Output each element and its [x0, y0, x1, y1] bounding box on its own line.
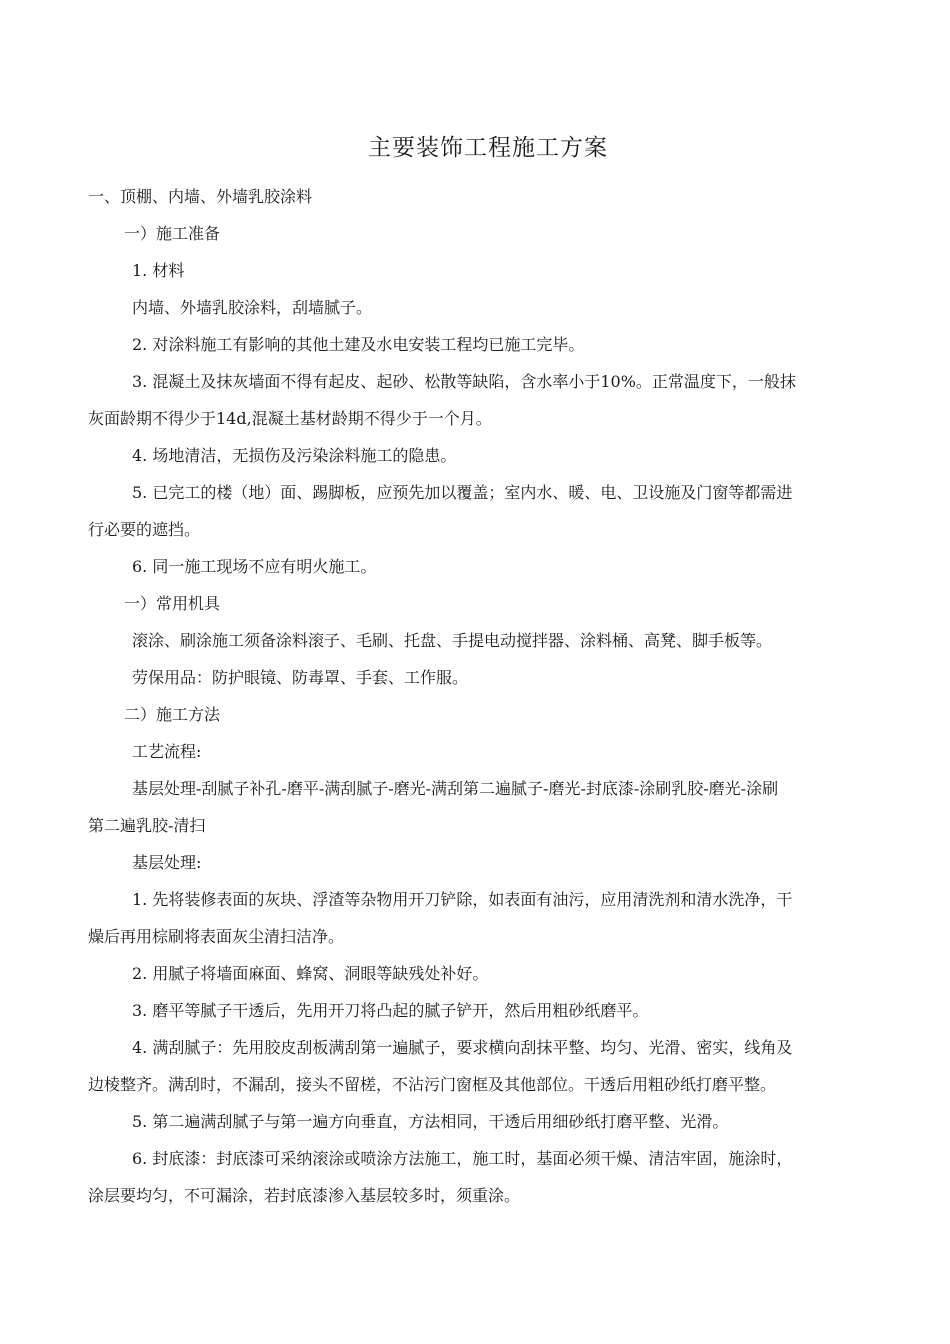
line: 第二遍乳胶-清扫 — [88, 816, 206, 835]
paragraph: 劳保用品：防护眼镜、防毒罩、手套、工作服。 — [132, 668, 469, 687]
subsection-heading: 一）施工准备 — [124, 224, 221, 243]
subsection-heading: 一）常用机具 — [124, 594, 221, 613]
line: 基层处理-刮腻子补孔-磨平-满刮腻子-磨光-满刮第二遍腻子-磨光-封底漆-涂刷乳胶-磨光-涂刷 — [132, 779, 779, 798]
document-page — [88, 128, 888, 1214]
paragraph: 滚涂、刷涂施工须备涂料滚子、毛刷、托盘、手提电动搅拌器、涂料桶、高凳、脚手板等。 — [132, 631, 773, 650]
paragraph-label: 基层处理: — [132, 853, 202, 872]
process-flow — [88, 770, 888, 844]
list-item: 4. 场地清洁，无损伤及污染涂料施工的隐患。 — [132, 446, 457, 465]
list-item: 5. 第二遍满刮腻子与第一遍方向垂直，方法相同，干透后用细砂纸打磨平整、光滑。 — [132, 1112, 729, 1131]
subsection-heading: 二）施工方法 — [124, 705, 221, 724]
line: 1. 先将装修表面的灰块、浮渣等杂物用开刀铲除，如表面有油污，应用清洗剂和清水洗净，干 — [132, 890, 793, 909]
list-item — [88, 1140, 888, 1214]
list-item — [88, 881, 888, 955]
line: 涂层要均匀，不可漏涂，若封底漆渗入基层较多时，须重涂。 — [88, 1186, 521, 1205]
list-item: 6. 同一施工现场不应有明火施工。 — [132, 557, 377, 576]
line: 灰面龄期不得少于14d,混凝土基材龄期不得少于一个月。 — [88, 409, 492, 428]
section-heading: 一、顶棚、内墙、外墙乳胶涂料 — [88, 187, 313, 206]
paragraph: 内墙、外墙乳胶涂料，刮墙腻子。 — [132, 298, 373, 317]
list-item: 1. 材料 — [132, 261, 185, 280]
line: 燥后再用棕刷将表面灰尘清扫洁净。 — [88, 927, 345, 946]
list-item: 2. 对涂料施工有影响的其他土建及水电安装工程均已施工完毕。 — [132, 335, 585, 354]
document-title: 主要装饰工程施工方案 — [368, 135, 608, 161]
line: 4. 满刮腻子：先用胶皮刮板满刮第一遍腻子，要求横向刮抹平整、均匀、光滑、密实，线角及 — [132, 1038, 793, 1057]
list-item: 3. 磨平等腻子干透后，先用开刀将凸起的腻子铲开，然后用粗砂纸磨平。 — [132, 1001, 649, 1020]
list-item: 2. 用腻子将墙面麻面、蜂窝、洞眼等缺残处补好。 — [132, 964, 489, 983]
line: 3. 混凝土及抹灰墙面不得有起皮、起砂、松散等缺陷，含水率小于10%。正常温度下，一般抹 — [132, 372, 796, 391]
line: 6. 封底漆：封底漆可采纳滚涂或喷涂方法施工，施工时，基面必须干燥、清洁牢固，施涂时， — [132, 1149, 793, 1168]
line: 5. 已完工的楼（地）面、踢脚板，应预先加以覆盖；室内水、暖、电、卫设施及门窗等都需进 — [132, 483, 793, 502]
line: 边棱整齐。满刮时，不漏刮，接头不留槎，不沾污门窗框及其他部位。干透后用粗砂纸打磨平整。 — [88, 1075, 777, 1094]
paragraph-label: 工艺流程: — [132, 742, 202, 761]
list-item — [88, 1029, 888, 1103]
list-item — [88, 474, 888, 548]
list-item — [88, 363, 888, 437]
line: 行必要的遮挡。 — [88, 520, 201, 539]
